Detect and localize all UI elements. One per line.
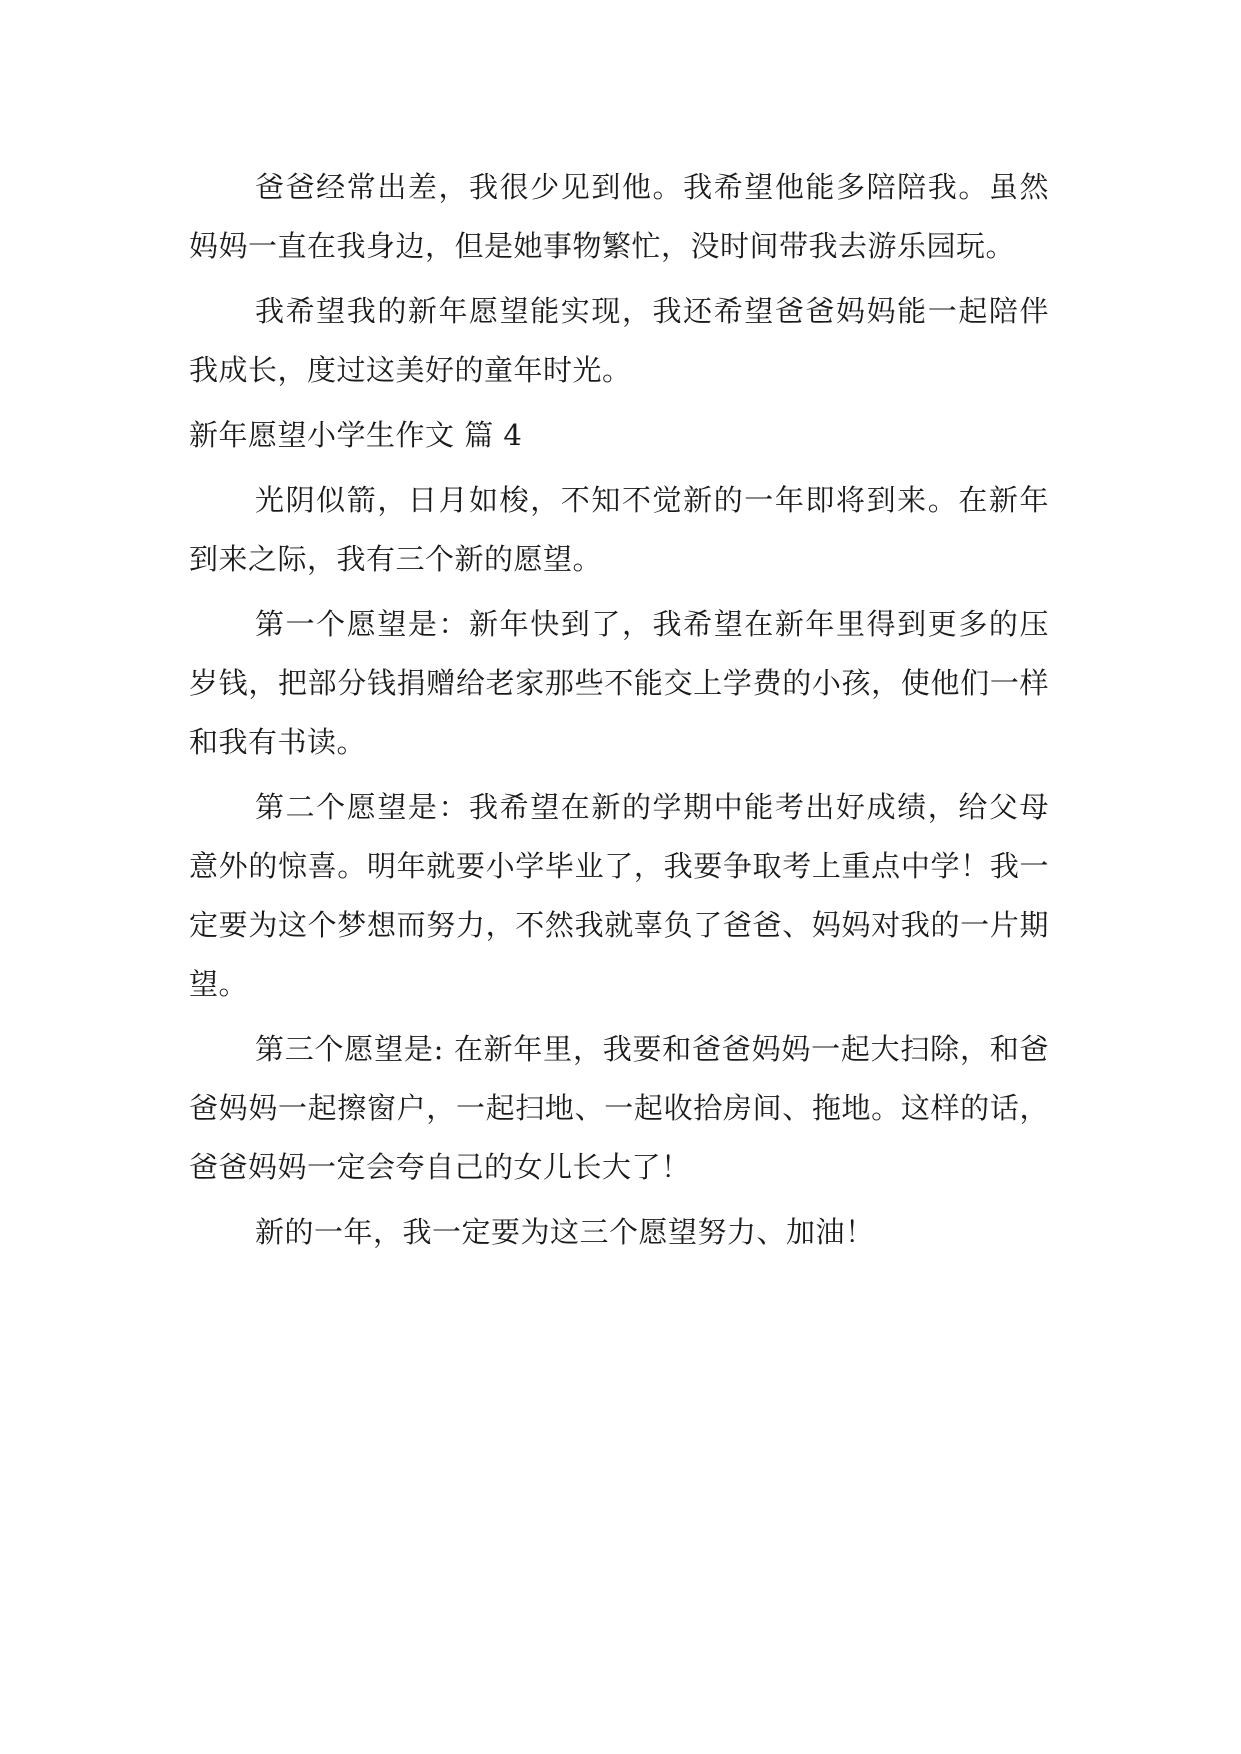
body-paragraph: 新的一年，我一定要为这三个愿望努力、加油！	[255, 1215, 875, 1249]
body-paragraph: 第三个愿望是: 在新年里，我要和爸爸妈妈一起大扫除，和爸爸妈妈一起擦窗户，一起扫地、一起收拾房间、拖地。这样的话，爸爸妈妈一定会夸自己的女儿长大了！	[189, 1032, 1049, 1184]
body-paragraph: 我希望我的新年愿望能实现，我还希望爸爸妈妈能一起陪伴我成长，度过这美好的童年时光。	[189, 294, 1049, 387]
body-paragraph: 第一个愿望是：新年快到了，我希望在新年里得到更多的压岁钱，把部分钱捐赠给老家那些不能交上学费的小孩，使他们一样和我有书读。	[189, 607, 1049, 759]
document-page	[189, 158, 1049, 1268]
body-paragraph: 第二个愿望是：我希望在新的学期中能考出好成绩，给父母意外的惊喜。明年就要小学毕业了，我要争取考上重点中学！我一定要为这个梦想而努力，不然我就辜负了爸爸、妈妈对我的一片期望。	[189, 790, 1049, 1001]
body-paragraph: 爸爸经常出差，我很少见到他。我希望他能多陪陪我。虽然妈妈一直在我身边，但是她事物繁忙，没时间带我去游乐园玩。	[189, 170, 1049, 263]
section-heading: 新年愿望小学生作文 篇 4	[189, 418, 523, 452]
body-paragraph: 光阴似箭，日月如梭，不知不觉新的一年即将到来。在新年到来之际，我有三个新的愿望。	[189, 483, 1049, 576]
